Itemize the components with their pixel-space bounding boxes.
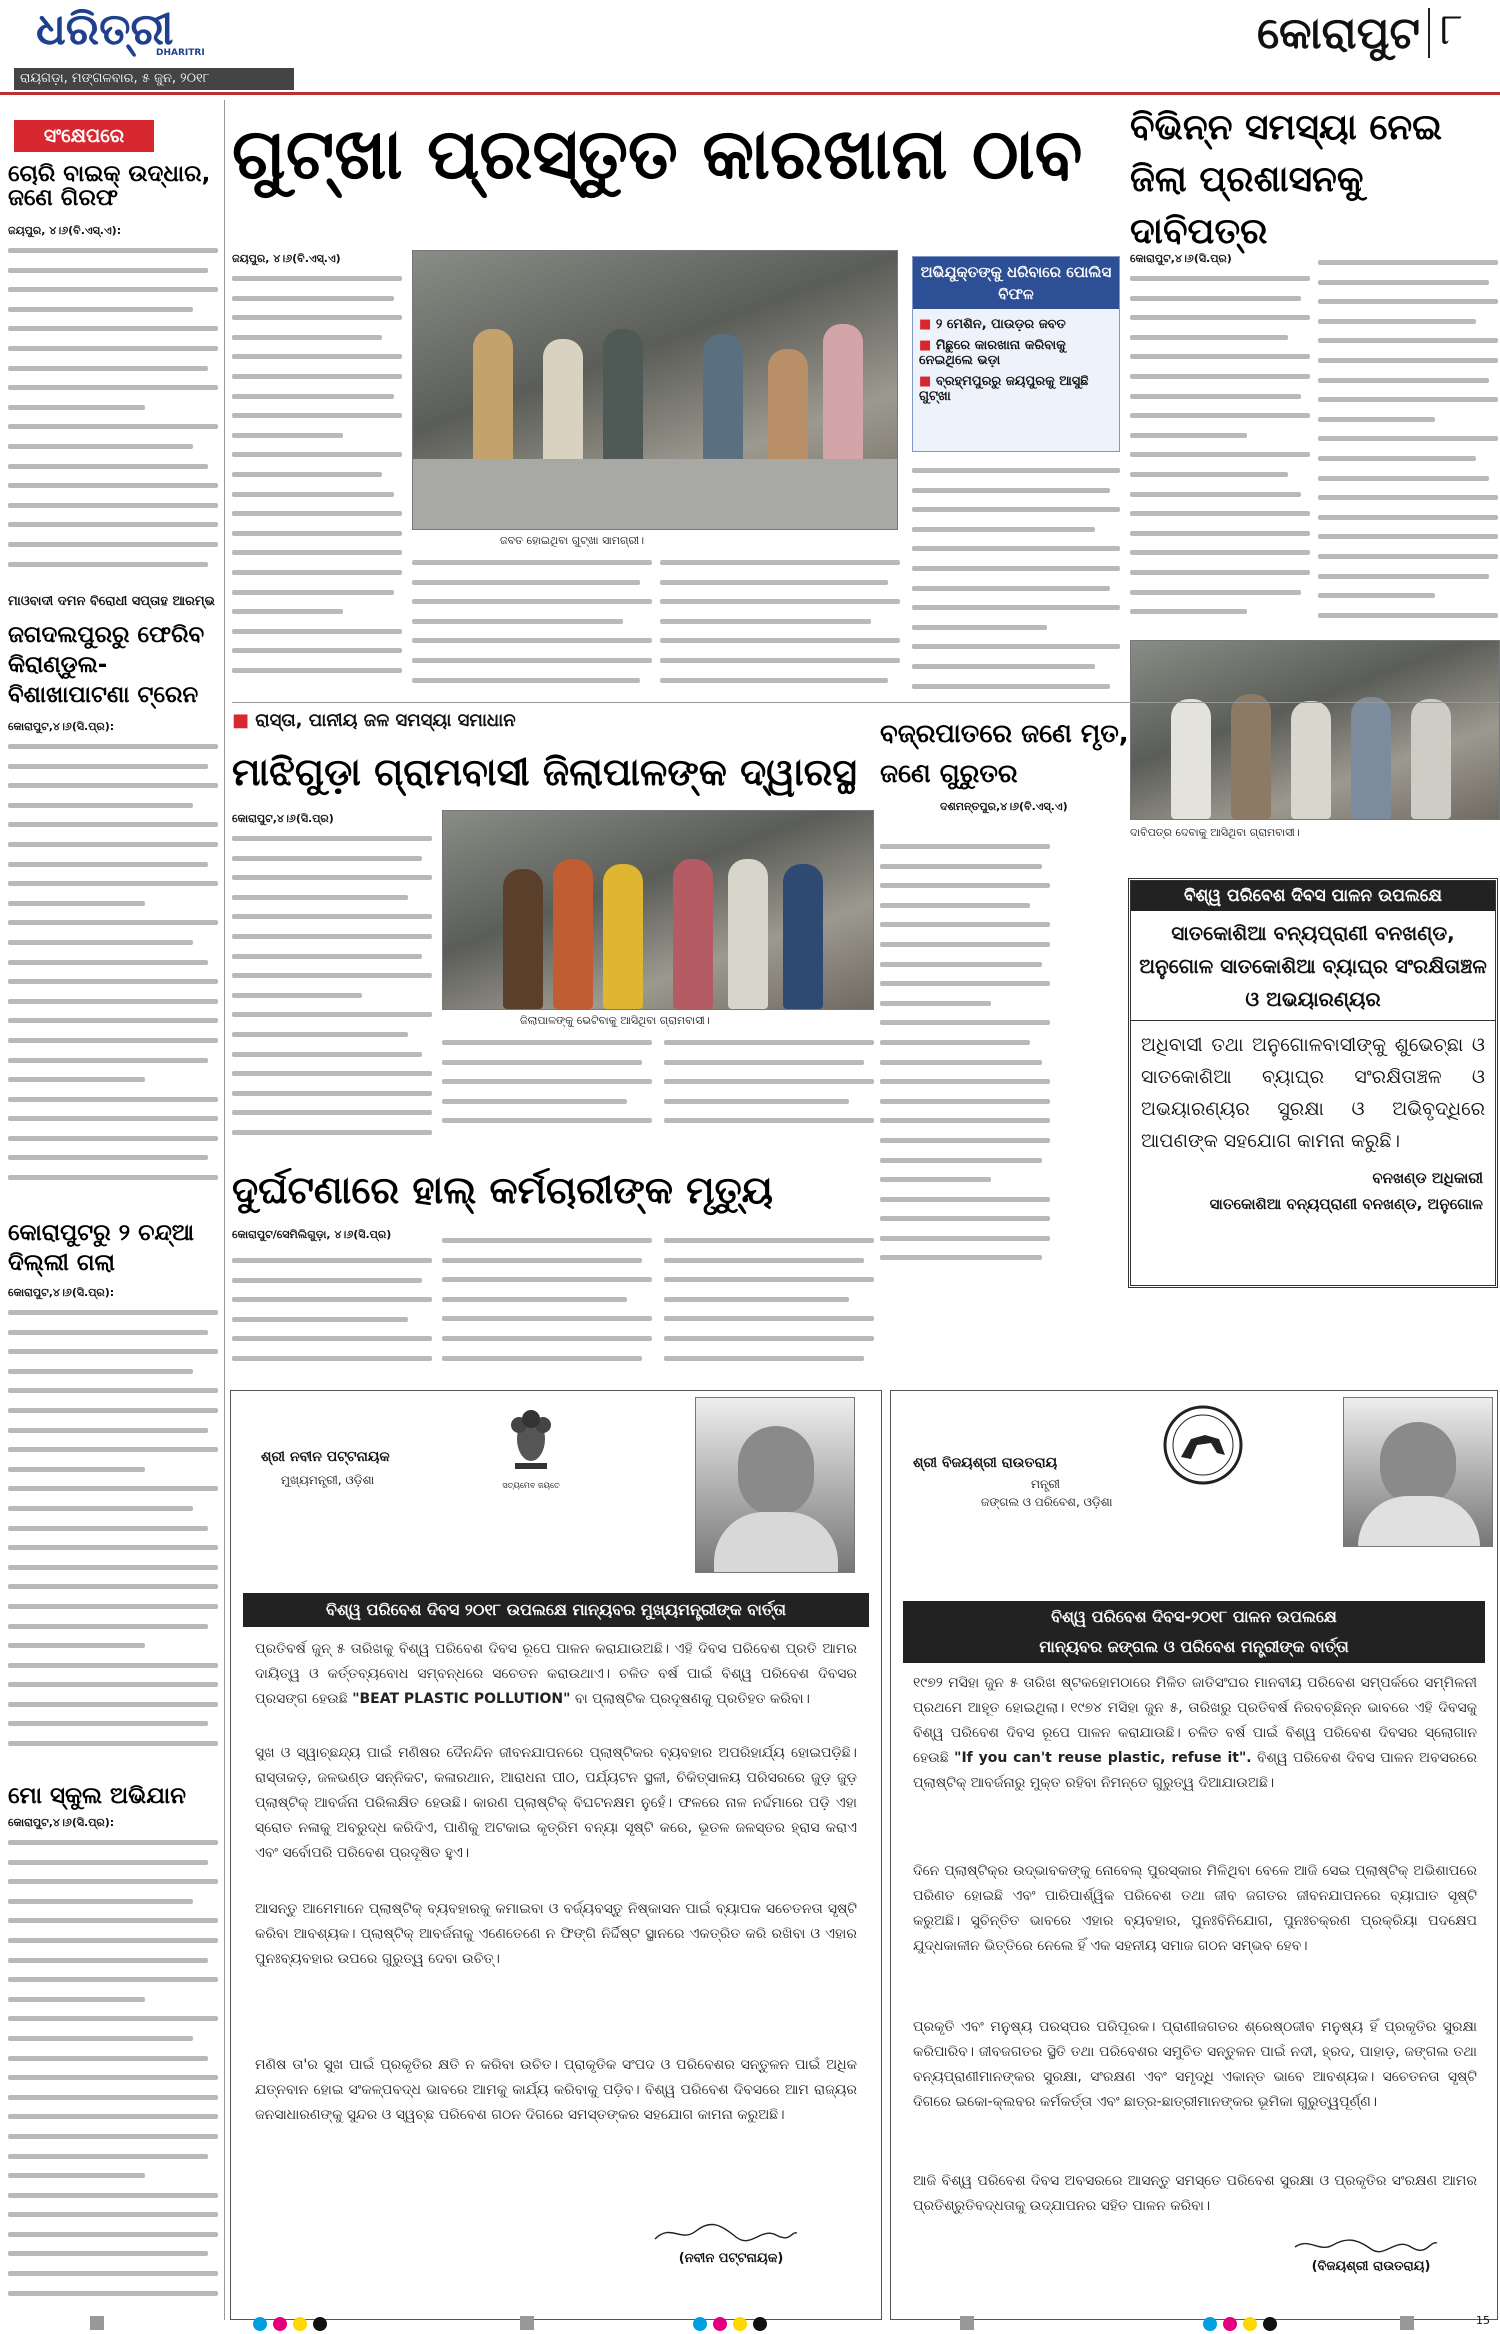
demand-body-col2: [1318, 252, 1498, 638]
minister-message-p4: ଆଜି ବିଶ୍ୱ ପରିବେଶ ଦିବସ ଅବସରରେ ଆସନ୍ତୁ ସମସ୍ତେ ପରିବେଶ ସୁରକ୍ଷା ଓ ପ୍ରକୃତିର ସଂରକ୍ଷଣ ଆମର ପ୍ରତିଶ୍ରୁତିବଦ୍ଧତାକୁ ଉଦ୍‌ଯାପନର ସହିତ ପାଳନ କରିବା।: [913, 2173, 1477, 2214]
forest-division-ad: [1128, 878, 1498, 1288]
lightning-dateline: ଦଶମନ୍ତପୁର,୪।୬(ବି.ଏସ୍.ଏ): [940, 800, 1068, 813]
dateline-bar: ରାୟଗଡ଼ା, ମଙ୍ଗଳବାର, ୫ ଜୁନ, ୨୦୧୮: [14, 68, 294, 90]
minister-slogan-quote: "If you can't reuse plastic, refuse it".: [954, 1750, 1252, 1766]
cm-role: ମୁଖ୍ୟମନ୍ତ୍ରୀ, ଓଡ଼ିଶା: [281, 1473, 375, 1487]
minister-signature-name: (ବିଜୟଶ୍ରୀ ରାଉତରାୟ): [1311, 2259, 1431, 2274]
cm-theme-quote: "BEAT PLASTIC POLLUTION": [352, 1691, 571, 1707]
logo-text: ଧରିତ୍ରୀ: [36, 4, 174, 55]
minister-department: ଜଙ୍ଗଲ ଓ ପରିବେଶ, ଓଡ଼ିଶା: [981, 1495, 1113, 1509]
mid-body-col3: [664, 1032, 874, 1148]
demand-body-col1: [1130, 268, 1310, 638]
cm-signature-name: (ନବୀନ ପଟ୍ଟନାୟକ): [678, 2251, 784, 2266]
demand-photo-caption: ଦାବିପତ୍ର ଦେବାକୁ ଆସିଥିବା ଗ୍ରାମବାସୀ।: [1130, 826, 1300, 839]
left-column: [0, 100, 222, 2320]
mid-photo-caption: ଜିଲାପାଳଙ୍କୁ ଭେଟିବାକୁ ଆସିଥିବା ଗ୍ରାମବାସୀ।: [520, 1014, 710, 1027]
brief-1-headline: ଚୋରି ବାଇକ୍ ଉଦ୍ଧାର, ଜଣେ ଗିରଫ: [8, 161, 211, 212]
brief-4-dateline: କୋରାପୁଟ,୪।୬(ସି.ପ୍ର):: [8, 1816, 115, 1829]
mid-dateline: କୋରାପୁଟ,୪।୬(ସି.ପ୍ର): [232, 812, 334, 825]
accident-body-col3: [664, 1230, 874, 1380]
logo-subtext: DHARITRI: [156, 48, 205, 58]
lightning-body-col1: [880, 836, 1050, 1280]
newspaper-logo: [36, 4, 236, 64]
forest-ad-sign-2: ସାତକୋଶିଆ ବନ୍ୟପ୍ରାଣୀ ବନଖଣ୍ଡ, ଅନୁଗୋଳ: [1209, 1195, 1483, 1213]
minister-role: ମନ୍ତ୍ରୀ: [1031, 1477, 1060, 1491]
forest-ad-org: ସାତକୋଶିଆ ବନ୍ୟପ୍ରାଣୀ ବନଖଣ୍ଡ, ଅନୁଗୋଳ ସାତକୋଶିଆ ବ୍ୟାଘ୍ର ସଂରକ୍ଷିତାଞ୍ଚଳ ଓ ଅଭୟାରଣ୍ୟର: [1131, 911, 1495, 1021]
mid-kicker: ■ ରାସ୍ତା, ପାନୀୟ ଜଳ ସମସ୍ୟା ସମାଧାନ: [232, 710, 516, 731]
lead-photo: [412, 250, 898, 530]
highlight-point-2: ■ ମିଛୁରେ କାରଖାନା କରିବାକୁ ନେଇଥିଲେ ଭଡ଼ା: [919, 338, 1066, 368]
lead-dateline: ଜୟପୁର, ୪।୬(ବି.ଏସ୍.ଏ): [232, 252, 341, 265]
lead-highlight-box: [912, 256, 1120, 452]
brief-tag: ସଂକ୍ଷେପରେ: [14, 120, 154, 152]
lightning-headline: ବଜ୍ରପାତରେ ଜଣେ ମୃତ, ଜଣେ ଗୁରୁତର: [880, 719, 1129, 789]
demand-headline: ବିଭିନ୍ନ ସମସ୍ୟା ନେଇ ଜିଲା ପ୍ରଶାସନକୁ ଦାବିପତ୍ର: [1130, 107, 1443, 252]
brief-2-body: [8, 736, 218, 1196]
brief-2-dateline: କୋରାପୁଟ,୪।୬(ସି.ପ୍ର):: [8, 720, 115, 733]
lead-headline: ଗୁଟ୍‌ଖା ପ୍ରସ୍ତୁତ କାରଖାନା ଠାବ: [232, 113, 1083, 195]
minister-message-panel: [890, 1390, 1498, 2320]
section-divider: [1428, 8, 1430, 58]
lead-body-col1: [232, 268, 402, 698]
cm-message-title: ବିଶ୍ୱ ପରିବେଶ ଦିବସ ୨୦୧୮ ଉପଲକ୍ଷେ ମାନ୍ୟବର ମୁଖ୍ୟମନ୍ତ୍ରୀଙ୍କ ବାର୍ତ୍ତା: [243, 1593, 869, 1627]
minister-message-p1: ୧୯୭୨ ମସିହା ଜୁନ ୫ ତାରିଖ ଷ୍ଟକହୋମଠାରେ ମିଳିତ ଜାତିସଂଘର ମାନବୀୟ ପରିବେଶ ସମ୍ପର୍କରେ ସମ୍ମିଳନୀ ପ୍ରଥମେ ଆହୂତ ହୋଇଥିଲା। ୧୯୭୪ ମସିହା ଜୁନ ୫, ତାରିଖରୁ ପ୍ରତିବର୍ଷ ନିରବଚ୍ଛିନ୍ନ ଭାବରେ ଏହି ଦିବସକୁ ବିଶ୍ୱ ପରିବେଶ ଦିବସ ରୂପେ ପାଳନ କରାଯାଉଛି। ଚଳିତ ବର୍ଷ ପାଇଁ ବିଶ୍ୱ ପରିବେଶ ଦିବସର ସ୍ଲୋଗାନ ହେଉଛି "If you can't reuse plastic, refuse it". ବିଶ୍ୱ ପରିବେଶ ଦିବସ ପାଳନ ଅବସରରେ ପ୍ଲାଷ୍ଟିକ୍ ଆବର୍ଜନାରୁ ମୁକ୍ତ ରହିବା ନିମନ୍ତେ ଗୁରୁତ୍ୱ ଦିଆଯାଉଅଛି।: [913, 1675, 1477, 1791]
brief-3-dateline: କୋରାପୁଟ,୪।୬(ସି.ପ୍ର):: [8, 1286, 115, 1299]
minister-message-p3: ପ୍ରକୃତି ଏବଂ ମନୁଷ୍ୟ ପରସ୍ପର ପରିପୂରକ। ପ୍ରାଣୀଜଗତର ଶ୍ରେଷ୍ଠଜୀବ ମନୁଷ୍ୟ ହିଁ ପ୍ରକୃତିର ସୁରକ୍ଷା କରିପାରିବ। ଜୀବଜଗତର ସ୍ଥିତି ତଥା ପରିବେଶର ସମୁଚିତ ସନ୍ତୁଳନ ପାଇଁ ନଦୀ, ହ୍ରଦ, ପାହାଡ଼, ଜଙ୍ଗଲ ତଥା ବନ୍ୟପ୍ରାଣୀମାନଙ୍କର ସୁରକ୍ଷା, ସଂରକ୍ଷଣ ଏବଂ ସମୃଦ୍ଧି ଏକାନ୍ତ ଭାବେ ଆବଶ୍ୟକ। ସଚେତନତା ସୃଷ୍ଟି ଦିଗରେ ଇକୋ-କ୍ଲବର କର୍ମକର୍ତ୍ତା ଏବଂ ଛାତ୍ର-ଛାତ୍ରୀମାନଙ୍କର ଭୂମିକା ଗୁରୁତ୍ୱପୂର୍ଣ୍ଣ।: [913, 2019, 1477, 2110]
emblem-icon: [501, 1399, 561, 1489]
accident-body-col2: [442, 1230, 652, 1380]
highlight-point-3: ■ ବ୍ରହ୍ମପୁରରୁ ଜୟପୁରକୁ ଆସୁଛି ଗୁଟ୍‌ଖା: [919, 374, 1089, 404]
emblem-motto: ସତ୍ୟମେବ ଜୟତେ: [502, 1481, 560, 1490]
section-name: କୋରାପୁଟ: [1257, 8, 1420, 59]
minister-signature: [1291, 2233, 1441, 2257]
minister-message-title: ବିଶ୍ୱ ପରିବେଶ ଦିବସ-୨୦୧୮ ପାଳନ ଉପଲକ୍ଷେ ମାନ୍ୟବର ଜଙ୍ଗଲ ଓ ପରିବେଶ ମନ୍ତ୍ରୀଙ୍କ ବାର୍ତ୍ତା: [903, 1601, 1485, 1663]
brief-3-body: [8, 1302, 218, 1762]
cm-message-p1: ପ୍ରତିବର୍ଷ ଜୁନ୍ ୫ ତାରିଖକୁ ବିଶ୍ୱ ପରିବେଶ ଦିବସ ରୂପେ ପାଳନ କରାଯାଉଅଛି। ଏହି ଦିବସ ପରିବେଶ ପ୍ରତି ଆମର ଦାୟିତ୍ୱ ଓ କର୍ତ୍ତବ୍ୟବୋଧ ସମ୍ବନ୍ଧରେ ସଚେତନ କରାଉଥାଏ। ଚଳିତ ବର୍ଷ ପାଇଁ ବିଶ୍ୱ ପରିବେଶ ଦିବସର ପ୍ରସଙ୍ଗ ହେଉଛି "BEAT PLASTIC POLLUTION" ବା ପ୍ଲାଷ୍ଟିକ ପ୍ରଦୂଷଣକୁ ପ୍ରତିହତ କରିବା।: [255, 1641, 857, 1707]
minister-message-p2: ଦିନେ ପ୍ଲାଷ୍ଟିକ୍‌ର ଉଦ୍ଭାବକଙ୍କୁ ନୋବେଲ୍ ପୁରସ୍କାର ମିଳିଥିବା ବେଳେ ଆଜି ସେଇ ପ୍ଲାଷ୍ଟିକ୍ ଅଭିଶାପରେ ପରିଣତ ହୋଇଛି ଏବଂ ପାରିପାର୍ଶ୍ୱିକ ପରିବେଶ ତଥା ଜୀବ ଜଗତର ଜୀବନଯାପନରେ ବ୍ୟାଘାତ ସୃଷ୍ଟି କରୁଅଛି। ସୁଚିନ୍ତିତ ଭାବରେ ଏହାର ବ୍ୟବହାର, ପୁନଃବିନିଯୋଗ, ପୁନଃଚକ୍ରଣ ପ୍ରକ୍ରିୟା ପଦକ୍ଷେପ ଯୁଦ୍ଧକାଳୀନ ଭିତ୍ତିରେ ନେଲେ ହିଁ ଏକ ସହନୀୟ ସମାଜ ଗଠନ ସମ୍ଭବ ହେବ।: [913, 1863, 1477, 1954]
cm-message-p4: ମଣିଷ ତା'ର ସୁଖ ପାଇଁ ପ୍ରକୃତିର କ୍ଷତି ନ କରିବା ଉଚିତ। ପ୍ରାକୃତିକ ସଂପଦ ଓ ପରିବେଶର ସନ୍ତୁଳନ ପାଇଁ ଅଧିକ ଯତ୍ନବାନ ହୋଇ ସଂକଳ୍ପବଦ୍ଧ ଭାବରେ ଆମକୁ କାର୍ଯ୍ୟ କରିବାକୁ ପଡ଼ିବ। ବିଶ୍ୱ ପରିବେଶ ଦିବସରେ ଆମ ରାଜ୍ୟର ଜନସାଧାରଣଙ୍କୁ ସୁନ୍ଦର ଓ ସ୍ୱଚ୍ଛ ପରିବେଶ ଗଠନ ଦିଗରେ ସମସ୍ତଙ୍କର ସହଯୋଗ କାମନା କରୁଅଛି।: [255, 2057, 857, 2123]
lead-body-col3: [660, 552, 900, 698]
accident-body-col1: [232, 1250, 432, 1380]
forest-ad-sign-1: ବନଖଣ୍ଡ ଅଧିକାରୀ: [1372, 1169, 1483, 1187]
page-number: ୮: [1440, 4, 1463, 55]
lead-body-col4: [912, 460, 1120, 698]
highlight-point-1: ■ ୨ ମେଶିନ, ପାଉଡ଼ର ଜବତ: [919, 317, 1066, 332]
mid-photo: [442, 810, 874, 1010]
forest-ad-body: ଅଧିବାସୀ ତଥା ଅନୁଗୋଳବାସୀଙ୍କୁ ଶୁଭେଚ୍ଛା ଓ ସାତକୋଶିଆ ବ୍ୟାଘ୍ର ସଂରକ୍ଷିତାଞ୍ଚଳ ଓ ଅଭୟାରଣ୍ୟର ସୁରକ୍ଷା ଓ ଅଭିବୃଦ୍ଧିରେ ଆପଣଙ୍କ ସହଯୋଗ କାମନା କରୁଛି।: [1141, 1034, 1485, 1152]
accident-dateline: କୋରାପୁଟ/ସେମିଲିଗୁଡ଼ା, ୪।୬(ସି.ପ୍ର): [232, 1228, 392, 1241]
mid-headline: ମାଝିଗୁଡ଼ା ଗ୍ରାମବାସୀ ଜିଲାପାଳଙ୍କ ଦ୍ୱାରସ୍ଥ: [232, 750, 857, 794]
cm-message-p2: ସୁଖ ଓ ସ୍ୱାଚ୍ଛନ୍ଦ୍ୟ ପାଇଁ ମଣିଷର ଦୈନନ୍ଦିନ ଜୀବନଯାପନରେ ପ୍ଲାଷ୍ଟିକର ବ୍ୟବହାର ଅପରିହାର୍ଯ୍ୟ ହୋଇପଡ଼ିଛି। ରାସ୍ତାକଡ଼, ଜଳଭଣ୍ଡ ସନ୍ନିକଟ, କଳାରଥାନ, ଆରାଧନା ପୀଠ, ପର୍ଯ୍ୟଟନ ସ୍ଥଳୀ, ଚିକିତ୍ସାଳୟ ପରିସରରେ ଜୁଡ଼ ଜୁଡ଼ ପ୍ଲାଷ୍ଟିକ୍ ଆବର୍ଜନା ପରିଲକ୍ଷିତ ହେଉଛି। କାରଣ ପ୍ଲାଷ୍ଟିକ୍ ବିଘଟନକ୍ଷମ ନୁହେଁ। ଫଳରେ ନାଳ ନର୍ଦ୍ଦମାରେ ପଡ଼ି ଏହା ସ୍ରୋତ ନଳାକୁ ଅବରୁଦ୍ଧ କରିଦିଏ, ପାଣିକୁ ଅଟକାଇ କୃତ୍ରିମ ବନ୍ୟା ସୃଷ୍ଟି କରେ, ଭୂତଳ ଜଳସ୍ତର ହ୍ରାସ କରାଏ ଏବଂ ସର୍ବୋପରି ପରିବେଶ ପ୍ରଦୂଷିତ ହୁଏ।: [255, 1745, 857, 1861]
masthead-rule: [0, 92, 1500, 95]
left-column-rule: [224, 100, 225, 2320]
cm-name: ଶ୍ରୀ ନବୀନ ପଟ୍ଟନାୟକ: [261, 1449, 390, 1465]
brief-1-body: [8, 240, 218, 580]
lead-photo-caption: ଜବତ ହୋଇଥିବା ଗୁଟ୍‌ଖା ସାମଗ୍ରୀ।: [500, 534, 645, 547]
forest-ad-title: ବିଶ୍ୱ ପରିବେଶ ଦିବସ ପାଳନ ଉପଲକ୍ଷେ: [1131, 881, 1495, 911]
odisha-seal-icon: [1161, 1403, 1245, 1487]
mid-body-col2: [442, 1032, 652, 1148]
masthead: [0, 0, 1500, 92]
brief-1-dateline: ଜୟପୁର, ୪।୬(ବି.ଏସ୍.ଏ):: [8, 224, 122, 237]
cm-message-p3: ଆସନ୍ତୁ ଆମେମାନେ ପ୍ଲାଷ୍ଟିକ୍ ବ୍ୟବହାରକୁ କମାଇବା ଓ ବର୍ଜ୍ୟବସ୍ତୁ ନିଷ୍କାସନ ପାଇଁ ବ୍ୟାପକ ସଚେତନତା ସୃଷ୍ଟି କରିବା ଆବଶ୍ୟକ। ପ୍ଲାଷ୍ଟିକ୍ ଆବର୍ଜନାକୁ ଏଣେତେଣେ ନ ଫିଙ୍ଗି ନିର୍ଦ୍ଦିଷ୍ଟ ସ୍ଥାନରେ ଏକତ୍ରିତ କରି ରଖିବା ଓ ଏହାର ପୁନଃବ୍ୟବହାର ଉପରେ ଗୁରୁତ୍ୱ ଦେବା ଉଚିତ୍।: [255, 1901, 857, 1967]
highlight-title: ଅଭିଯୁକ୍ତଙ୍କୁ ଧରିବାରେ ପୋଲିସ ବିଫଳ: [913, 257, 1119, 309]
brief-3-headline: କୋରାପୁଟରୁ ୨ ଚନ୍ଦ୍ଆ ଦିଲ୍ଲୀ ଗଲା: [8, 1220, 195, 1276]
brief-4-body: [8, 1832, 218, 2312]
lead-body-col2: [412, 552, 652, 698]
brief-2-headline: ଜଗଦଲପୁରରୁ ଫେରିବ କିରାଣ୍ଡୁଲ-ବିଶାଖାପାଟଣା ଟ୍ରେନ: [8, 622, 205, 708]
print-registration-strip: [0, 2312, 1500, 2334]
cm-message-panel: [230, 1390, 882, 2320]
cm-portrait: [695, 1397, 855, 1573]
mid-body-col1: [232, 828, 432, 1148]
demand-photo: [1130, 640, 1500, 820]
brief-4-headline: ମୋ ସ୍କୁଲ ଅଭିଯାନ: [8, 1783, 186, 1809]
minister-portrait: [1343, 1397, 1493, 1547]
brief-2-kicker: ମାଓବାଦୀ ଦମନ ବିରୋଧୀ ସପ୍ତାହ ଆରମ୍ଭ: [8, 594, 215, 609]
demand-dateline: କୋରାପୁଟ,୪।୬(ସି.ପ୍ର): [1130, 252, 1232, 265]
accident-headline: ଦୁର୍ଘଟଣାରେ ହାଲ୍ କର୍ମଚାରୀଙ୍କ ମୃତ୍ୟୁ: [232, 1168, 774, 1212]
cm-signature: [651, 2221, 801, 2245]
minister-name: ଶ୍ରୀ ବିଜୟଶ୍ରୀ ରାଉତରାୟ: [913, 1455, 1058, 1471]
mid-top-rule: [232, 702, 1500, 703]
page-ref: 15: [1476, 2314, 1490, 2327]
